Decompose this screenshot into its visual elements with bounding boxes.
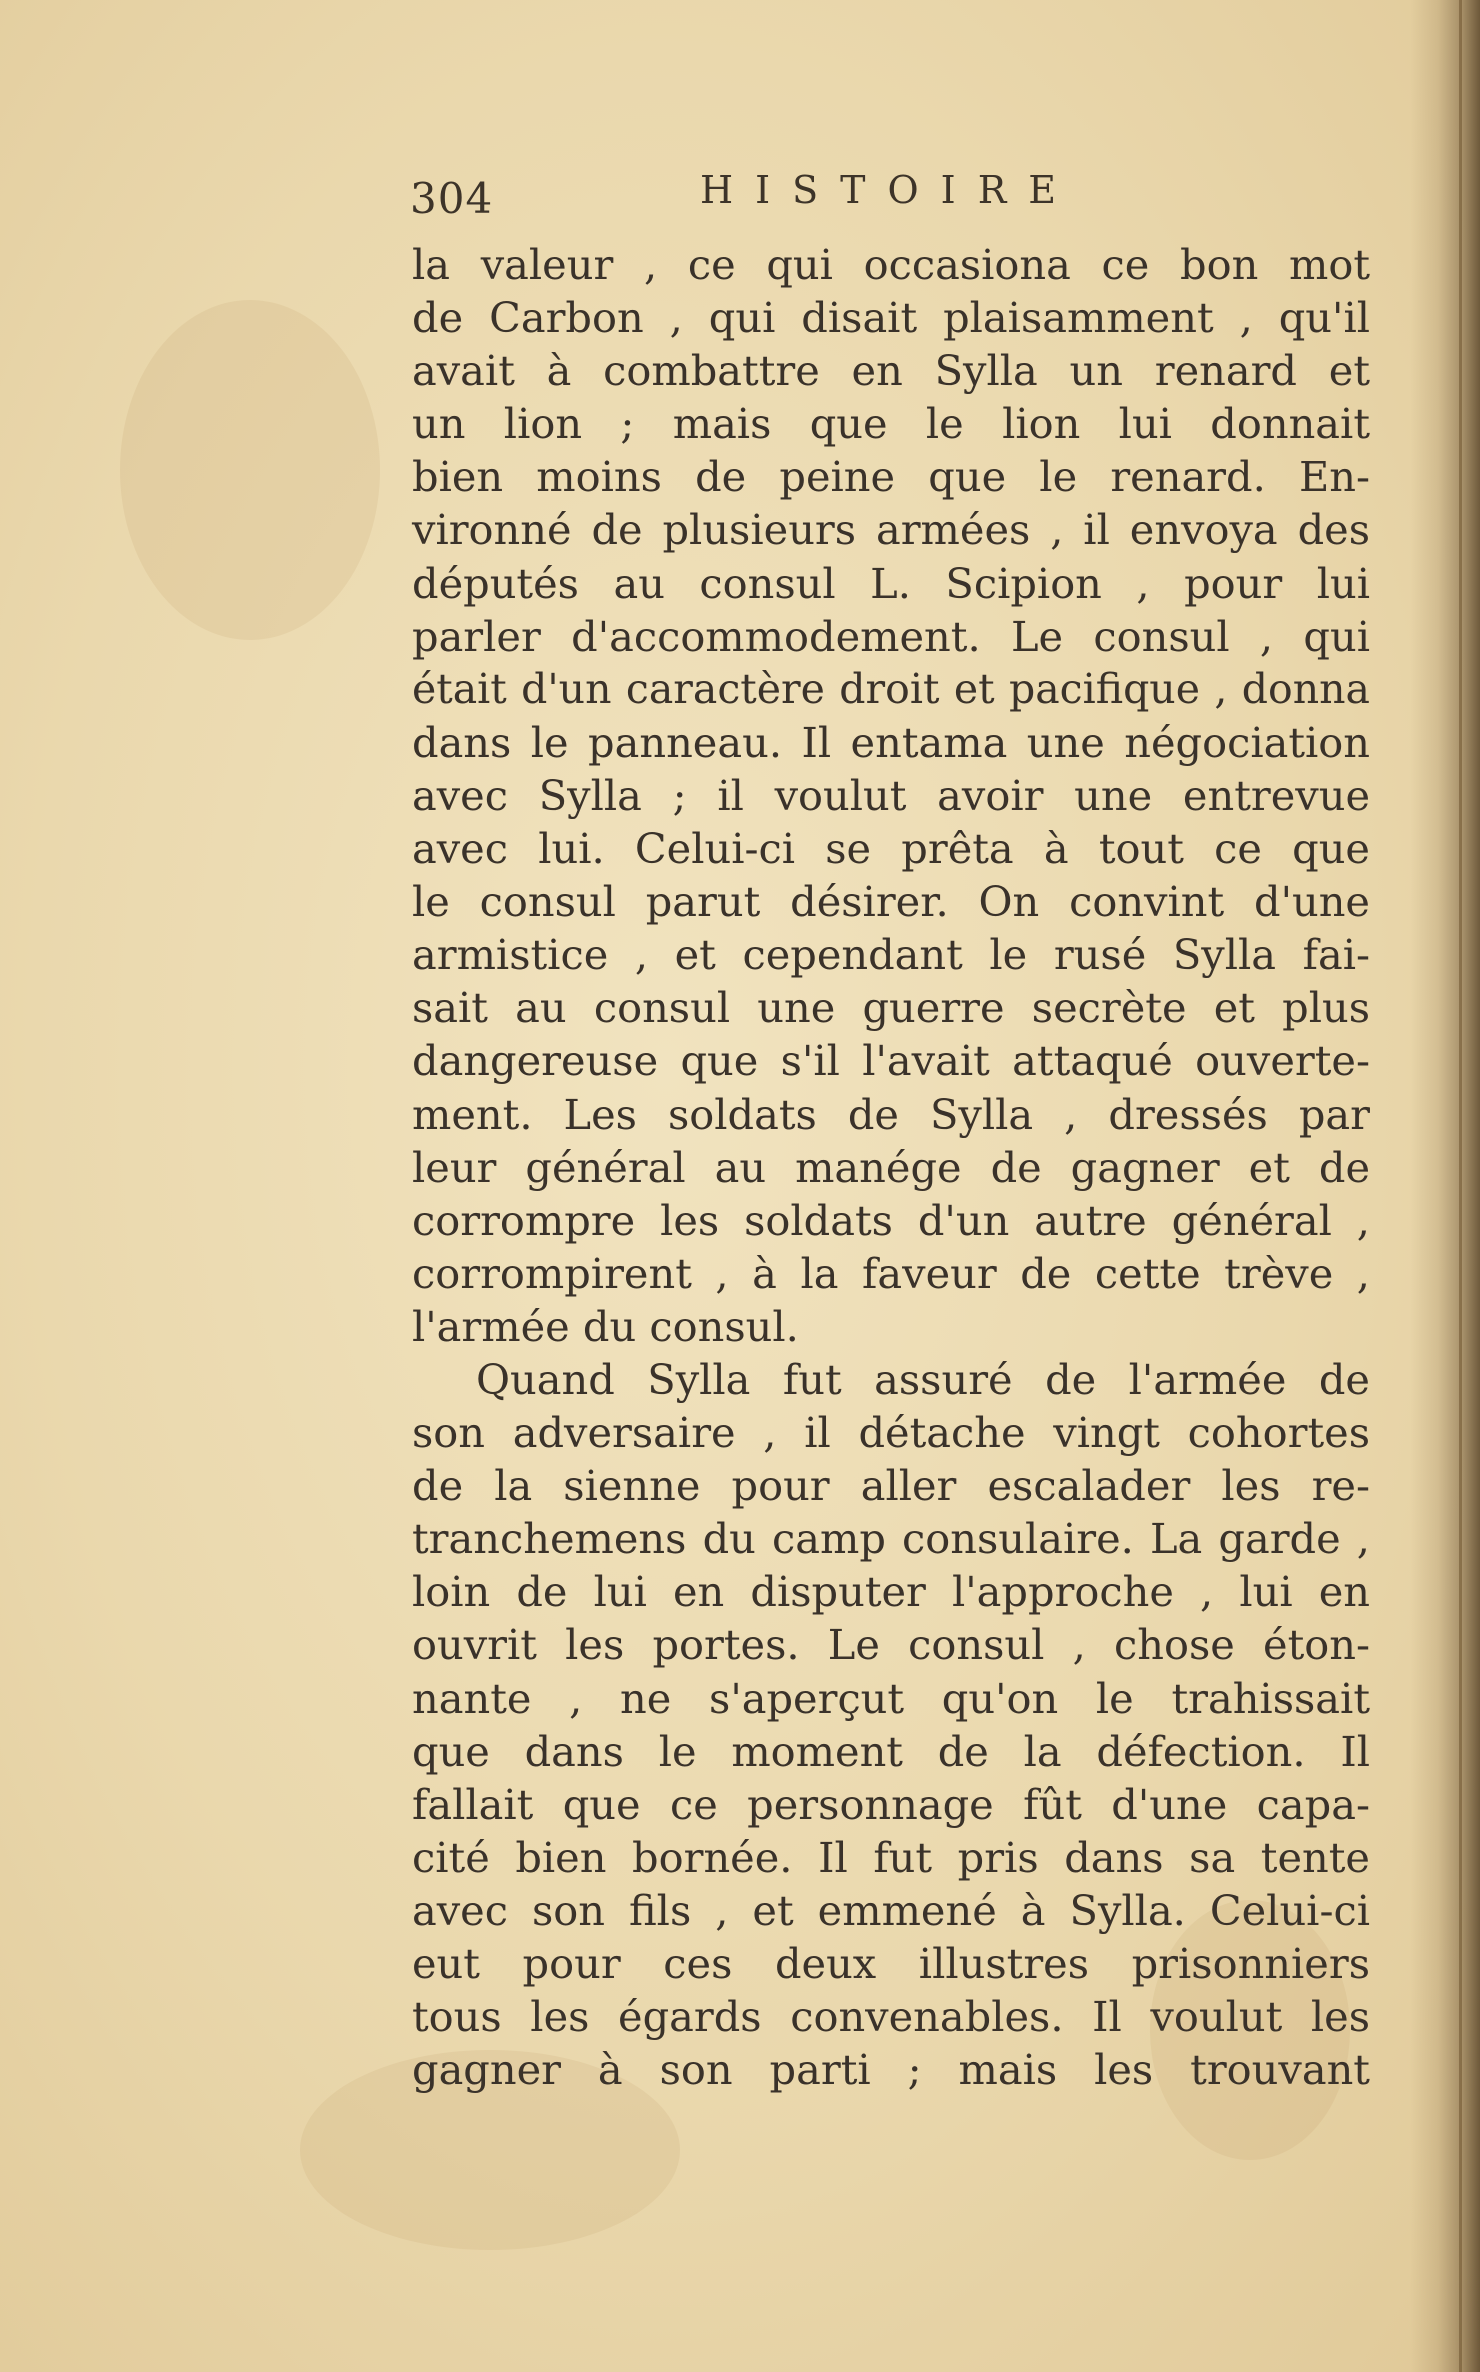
text-line: dangereuse que s'il l'avait attaqué ouverte- (412, 1036, 1370, 1086)
book-binding-edge (1459, 0, 1462, 2372)
paper-stain (120, 300, 380, 640)
text-line: avec son fils , et emmené à Sylla. Celui-ci (412, 1885, 1370, 1935)
text-line: nante , ne s'aperçut qu'on le trahissait (412, 1673, 1370, 1723)
page-number: 304 (410, 174, 494, 223)
text-line: de Carbon , qui disait plaisamment , qu'il (412, 293, 1370, 343)
text-line: tranchemens du camp consulaire. La garde , (412, 1514, 1370, 1564)
text-line: la valeur , ce qui occasiona ce bon mot (412, 240, 1370, 289)
paragraph-end-line: l'armée du consul. (412, 1301, 799, 1351)
text-line: cité bien bornée. Il fut pris dans sa tente (412, 1832, 1370, 1882)
text-line: était d'un caractère droit et pacifique , donna (412, 664, 1370, 713)
running-title: HISTOIRE (700, 168, 1079, 212)
text-line: armistice , et cependant le rusé Sylla fai- (412, 930, 1370, 980)
text-line: ment. Les soldats de Sylla , dressés par (412, 1089, 1370, 1139)
text-line: gagner à son parti ; mais les trouvant (412, 2045, 1370, 2095)
text-line: vironné de plusieurs armées , il envoya des (412, 505, 1370, 555)
text-line: parler d'accommodement. Le consul , qui (412, 611, 1370, 661)
text-line: eut pour ces deux illustres prisonniers (412, 1939, 1370, 1988)
text-line: tous les égards convenables. Il voulut les (412, 1992, 1370, 2042)
paragraph-start-line: Quand Sylla fut assuré de l'armée de (476, 1354, 1370, 1404)
text-line: corrompirent , à la faveur de cette trève , (412, 1248, 1370, 1298)
text-line: un lion ; mais que le lion lui donnait (412, 399, 1370, 449)
text-line: sait au consul une guerre secrète et plus (412, 983, 1370, 1033)
text-line: avec lui. Celui-ci se prêta à tout ce que (412, 824, 1370, 874)
text-line: le consul parut désirer. On convint d'une (412, 877, 1370, 927)
page-header (410, 168, 1270, 228)
text-line: son adversaire , il détache vingt cohortes (412, 1408, 1370, 1458)
book-binding-shadow (1410, 0, 1480, 2372)
text-line: avait à combattre en Sylla un renard et (412, 346, 1370, 396)
text-line: loin de lui en disputer l'approche , lui en (412, 1567, 1370, 1617)
text-line: leur général au manége de gagner et de (412, 1142, 1370, 1192)
text-line: députés au consul L. Scipion , pour lui (412, 558, 1370, 608)
text-line: de la sienne pour aller escalader les re- (412, 1461, 1370, 1511)
text-line: dans le panneau. Il entama une négociation (412, 717, 1370, 767)
text-line: ouvrit les portes. Le consul , chose éton- (412, 1620, 1370, 1670)
body-text (412, 238, 1370, 2096)
text-line: corrompre les soldats d'un autre général , (412, 1195, 1370, 1245)
text-line: fallait que ce personnage fût d'une capa- (412, 1779, 1370, 1829)
text-line: que dans le moment de la défection. Il (412, 1726, 1370, 1776)
text-line: avec Sylla ; il voulut avoir une entrevue (412, 770, 1370, 820)
text-line: bien moins de peine que le renard. En- (412, 452, 1370, 502)
